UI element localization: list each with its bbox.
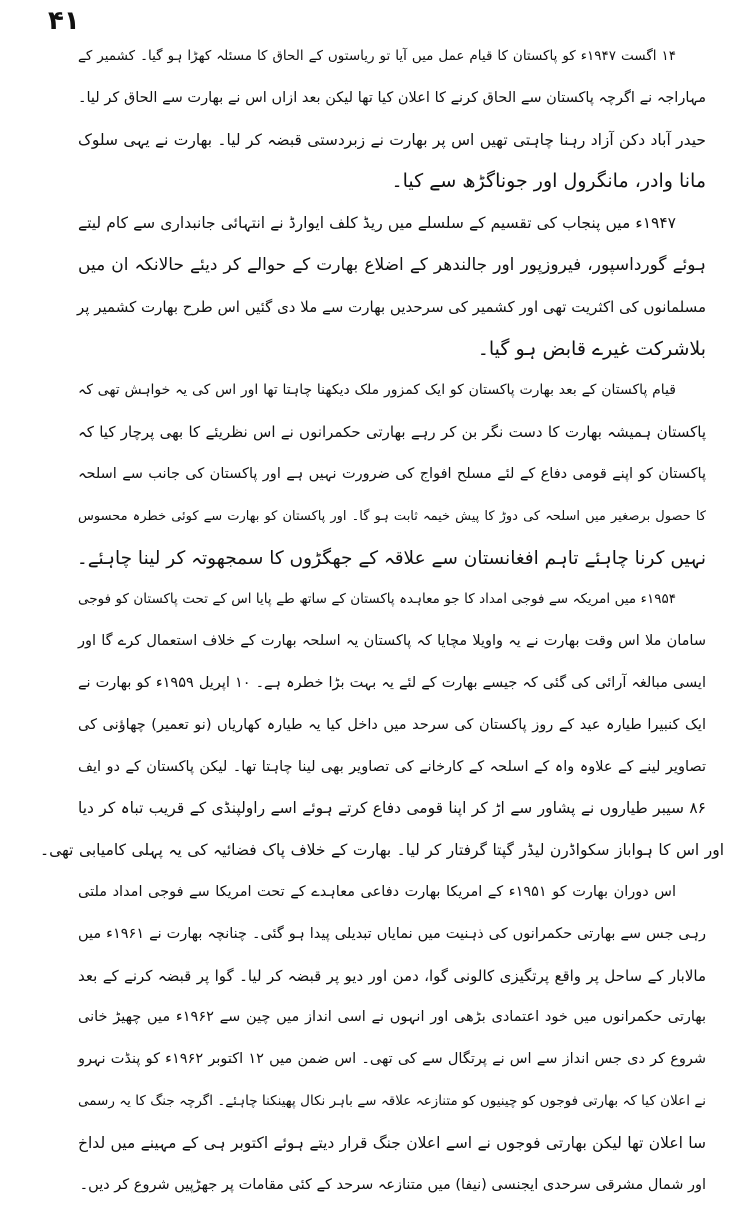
text-line: اور شمال مشرقی سرحدی ایجنسی (نیفا) میں متنازعہ سرحد کے کئی مقامات پر جھڑپیں شروع کر دیں۔ — [79, 1176, 706, 1193]
body-text — [40, 36, 724, 1206]
text-line: نہیں کرنا چاہئے تاہم افغانستان سے علاقہ کے جھگڑوں کا سمجھوتہ کر لینا چاہئے۔ — [76, 547, 706, 569]
text-line: اس دوران بھارت کو ۱۹۵۱ء کے امریکا بھارت دفاعی معاہدے کے تحت امریکا سے فوجی امداد ملتی — [78, 883, 676, 900]
page-number: ۴۱ — [48, 6, 80, 36]
paragraph — [78, 370, 706, 579]
paragraph — [78, 203, 706, 370]
text-line: مانا وادر، مانگرول اور جوناگڑھ سے کیا۔ — [391, 170, 706, 193]
paragraph — [78, 36, 706, 203]
text-line: ۱۹۵۴ء میں امریکہ سے فوجی امداد کا جو معاہدہ پاکستان کے ساتھ طے پایا اس کے تحت پاکستان کو فوجی — [78, 591, 676, 608]
text-line: اور اس کا ہواباز سکواڈرن لیڈر گپتا گرفتار کر لیا۔ بھارت کے خلاف پاک فضائیہ کی یہ پہلی کامیابی تھی۔ — [40, 841, 724, 860]
text-line: ۸۶ سیبر طیاروں نے پشاور سے اڑ کر اپنا قومی دفاع کرتے ہوئے اسے راولپنڈی کے قریب تباہ کر دیا — [78, 799, 706, 818]
text-line: پاکستان کو اپنے قومی دفاع کے لئے مسلح افواج کی ضرورت نہیں ہے اور پاکستان کی جانب سے اسلحہ — [78, 465, 706, 482]
text-line: نے اعلان کیا کہ بھارتی فوجوں کو چینیوں کو متنازعہ علاقہ سے باہر نکال پھینکنا چاہئے۔ اگرچہ جنگ کا یہ رسمی — [78, 1092, 706, 1109]
text-line: ہوئے گورداسپور، فیروزپور اور جالندھر کے اضلاع بھارت کے حوالے کر دیئے حالانکہ ان میں — [78, 254, 706, 275]
text-line: سامان ملا اس وقت بھارت نے یہ واویلا مچایا کہ پاکستان یہ اسلحہ بھارت کے خلاف استعمال کرے گا اور — [78, 633, 706, 650]
text-line: مالابار کے ساحل پر واقع پرتگیزی کالونی گوا، دمن اور دیو پر قبضہ کر لیا۔ گوا پر قبضہ کرنے کے بعد — [78, 966, 706, 985]
text-line: حیدر آباد دکن آزاد رہنا چاہتی تھیں اس پر بھارت نے زبردستی قبضہ کر لیا۔ بھارت نے یہی سلوک — [78, 130, 706, 149]
text-line: تصاویر لینے کے علاوہ واہ کے اسلحہ کے کارخانے کی تصاویر بھی لینا چاہتا تھا۔ لیکن پاکستان کے دو ایف — [78, 758, 706, 775]
paragraph — [78, 872, 706, 1206]
text-line: ۱۴ اگست ۱۹۴۷ء کو پاکستان کا قیام عمل میں آیا تو ریاستوں کے الحاق کا مسئلہ کھڑا ہو گیا۔ کشمیر کے — [78, 48, 676, 64]
text-line: مسلمانوں کی اکثریت تھی اور کشمیر کی سرحدیں بھارت سے ملا دی گئیں اس طرح بھارت کشمیر پر — [77, 297, 706, 316]
text-line: مہاراجہ نے اگرچہ پاکستان سے الحاق کرنے کا اعلان کیا تھا لیکن بعد ازاں اس نے بھارت سے الحاق کر لیا۔ — [78, 89, 706, 106]
text-line: قیام پاکستان کے بعد بھارت پاکستان کو ایک کمزور ملک دیکھنا چاہتا تھا اور اس کی یہ خواہش تھی کہ — [78, 382, 676, 399]
text-line: ایک کنبیرا طیارہ عید کے روز پاکستان کی سرحد میں داخل کیا یہ طیارہ کھاریاں (نو تعمیر) چھاؤنی کی — [78, 716, 706, 733]
text-line: پاکستان ہمیشہ بھارت کا دست نگر بن کر رہے بھارتی حکمرانوں نے اس نظریئے کا بھی پرچار کیا کہ — [78, 423, 706, 442]
text-line: کا حصول برصغیر میں اسلحہ کی دوڑ کا پیش خیمہ ثابت ہو گا۔ اور پاکستان کو بھارت سے کوئی خطرہ محسوس — [78, 508, 706, 524]
text-line: بھارتی حکمرانوں میں خود اعتمادی بڑھی اور انہوں نے اسی انداز میں چین سے ۱۹۶۲ء میں چھیڑ خانی — [78, 1009, 706, 1026]
text-line: ۱۹۴۷ء میں پنجاب کی تقسیم کے سلسلے میں ریڈ کلف ایوارڈ نے انتہائی جانبداری سے کام لیتے — [78, 214, 676, 233]
paragraph — [40, 579, 724, 872]
text-line: رہی جس سے بھارتی حکمرانوں کی ذہنیت میں نمایاں تبدیلی پیدا ہو گئی۔ چنانچہ بھارت نے ۱۹۶۱ء میں — [78, 925, 706, 942]
text-line: بلاشرکت غیرے قابض ہو گیا۔ — [477, 337, 706, 360]
text-line: ایسی مبالغہ آرائی کی گئی کہ جیسے بھارت کے لئے یہ بہت بڑا خطرہ ہے۔ ۱۰ اپریل ۱۹۵۹ء کو بھارت نے — [78, 674, 706, 691]
text-line: شروع کر دی جس انداز سے اس نے پرتگال سے کی تھی۔ اس ضمن میں ۱۲ اکتوبر ۱۹۶۲ء کو پنڈت نہرو — [78, 1051, 706, 1068]
text-line: سا اعلان تھا لیکن بھارتی فوجوں نے اسے اعلان جنگ قرار دیتے ہوئے اکتوبر ہی کے مہینے میں لداخ — [78, 1133, 706, 1152]
